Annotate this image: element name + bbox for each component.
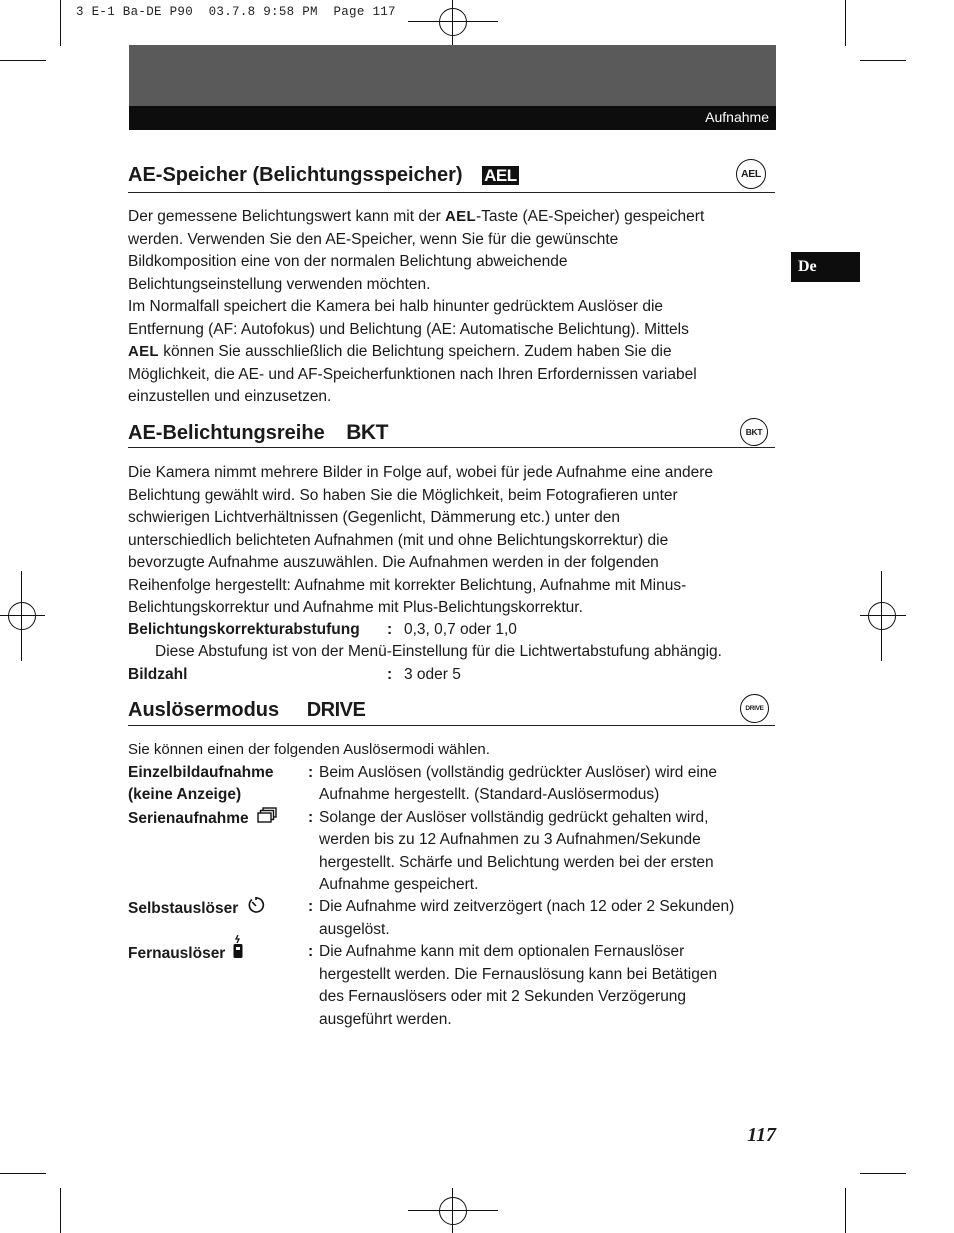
drive-badge-icon: DRIVE [306,699,366,721]
mode-single-label: Einzelbildaufnahme [128,764,274,781]
ae-lock-paragraph-line: AEL können Sie ausschließlich die Belichtung speichern. Zudem haben Sie die [128,343,672,360]
ae-lock-paragraph-line: werden. Verwenden Sie den AE-Speicher, wenn Sie für die gewünschte [128,230,619,248]
ael-inline-icon: AEL [445,208,476,225]
mode-remote-desc-2: hergestellt werden. Die Fernauslösung kann bei Betätigen [319,966,718,983]
drive-button-icon: DRIVE [740,694,769,723]
mode-colon: : [308,943,314,960]
mode-sequential-desc-3: hergestellt. Schärfe und Belichtung werden bei der ersten [319,854,714,871]
ae-lock-paragraph-line: Im Normalfall speichert die Kamera bei halb hinunter gedrücktem Auslöser die [128,298,664,315]
mode-sequential-desc-1: Solange der Auslöser vollständig gedrückt gehalten wird, [319,809,709,826]
ael-button-icon: AEL [736,159,766,189]
spec-label-step: Belichtungskorrekturabstufung [128,621,360,638]
header-strip [129,106,776,130]
mode-selftimer-label: Selbstauslöser [128,896,265,922]
spec-colon: : [387,666,393,683]
ae-lock-paragraph-line: Der gemessene Belichtungswert kann mit der AEL-Taste (AE-Speicher) gespeichert [128,208,705,225]
bracketing-rule [128,447,775,448]
bracketing-paragraph-line: Belichtung gewählt wird. So haben Sie die Möglichkeit, beim Fotografieren unter [128,486,678,504]
bracketing-paragraph-line: Reihenfolge hergestellt: Aufnahme mit korrekter Belichtung, Aufnahme mit Minus- [128,576,687,594]
ae-lock-title: AE-Speicher (Belichtungsspeicher) [128,164,463,186]
ae-lock-paragraph-line: einzustellen und einzusetzen. [128,388,332,405]
ael-inline-icon: AEL [128,343,159,360]
ae-lock-paragraph-line: Entfernung (AF: Autofokus) und Belichtung (AE: Automatische Belichtung). Mittels [128,320,689,338]
mode-single-sublabel: (keine Anzeige) [128,786,242,803]
ae-lock-rule [128,192,775,193]
mode-single-desc-1: Beim Auslösen (vollständig gedrückter Auslöser) wird eine [319,764,718,781]
mode-selftimer-desc-1: Die Aufnahme wird zeitverzögert (nach 12 oder 2 Sekunden) [319,898,735,915]
drive-title: Auslösermodus [128,699,280,721]
mode-sequential-desc-4: Aufnahme gespeichert. [319,876,479,893]
ae-lock-heading [128,164,519,187]
ael-badge-icon: AEL [484,166,517,185]
drive-rule [128,725,775,726]
remote-control-icon [232,935,244,967]
mode-sequential-label: Serienaufnahme [128,807,279,831]
mode-colon: : [308,764,314,781]
spec-colon: : [387,621,393,638]
section-header: Aufnahme [705,109,769,125]
mode-colon: : [308,898,314,915]
mode-colon: : [308,809,314,826]
language-tab: De [791,252,860,282]
ae-lock-paragraph [128,206,778,409]
mode-remote-desc-3: des Fernauslösers oder mit 2 Sekunden Verzögerung [319,988,687,1005]
bracketing-title: AE-Belichtungsreihe [128,422,325,444]
mode-remote-label: Fernauslöser [128,941,244,967]
bracketing-paragraph-line: schwierigen Lichtverhältnissen (Gegenlicht, Dämmerung etc.) unter den [128,509,620,526]
bracketing-paragraph-line: unterschiedlich belichteten Aufnahmen (mit und ohne Belichtungskorrektur) die [128,531,669,549]
mode-remote-desc-1: Die Aufnahme kann mit dem optionalen Fernauslöser [319,943,685,960]
bkt-badge-icon: BKT [346,421,388,444]
spec-value-step: 0,3, 0,7 oder 1,0 [404,621,517,638]
spec-note: Diese Abstufung ist von der Menü-Einstellung für die Lichtwertabstufung abhängig. [155,643,722,660]
bracketing-paragraph [128,462,778,620]
bkt-button-icon: BKT [740,418,768,446]
drive-intro: Sie können einen der folgenden Auslösermodi wählen. [128,741,490,758]
bracketing-paragraph-line: Belichtungskorrektur und Aufnahme mit Plus-Belichtungskorrektur. [128,599,583,616]
spec-value-count: 3 oder 5 [404,666,461,683]
mode-sequential-desc-2: werden bis zu 12 Aufnahmen zu 3 Aufnahmen/Sekunde [319,831,701,848]
mode-remote-desc-4: ausgeführt werden. [319,1011,452,1028]
spec-label-count: Bildzahl [128,666,188,683]
ae-lock-paragraph-line: Belichtungseinstellung verwenden möchten. [128,275,431,293]
ae-lock-paragraph-line: Bildkomposition eine von der normalen Belichtung abweichende [128,253,568,270]
ae-lock-paragraph-line: Möglichkeit, die AE- und AF-Speicherfunktionen nach Ihren Erfordernissen variabel [128,365,697,383]
self-timer-icon [247,896,265,922]
page-number: 117 [747,1124,776,1146]
mode-single-desc-2: Aufnahme hergestellt. (Standard-Auslösermodus) [319,786,660,803]
bracketing-heading [128,421,388,445]
bracketing-paragraph-line: Die Kamera nimmt mehrere Bilder in Folge auf, wobei für jede Aufnahme eine andere [128,464,714,481]
bracketing-paragraph-line: bevorzugte Aufnahme auszuwählen. Die Aufnahmen werden in der folgenden [128,554,659,571]
mode-selftimer-desc-2: ausgelöst. [319,921,390,938]
print-slug: 3 E-1 Ba-DE P90 03.7.8 9:58 PM Page 117 [76,5,396,19]
drive-heading [128,699,365,722]
sequential-shooting-icon [257,807,279,831]
